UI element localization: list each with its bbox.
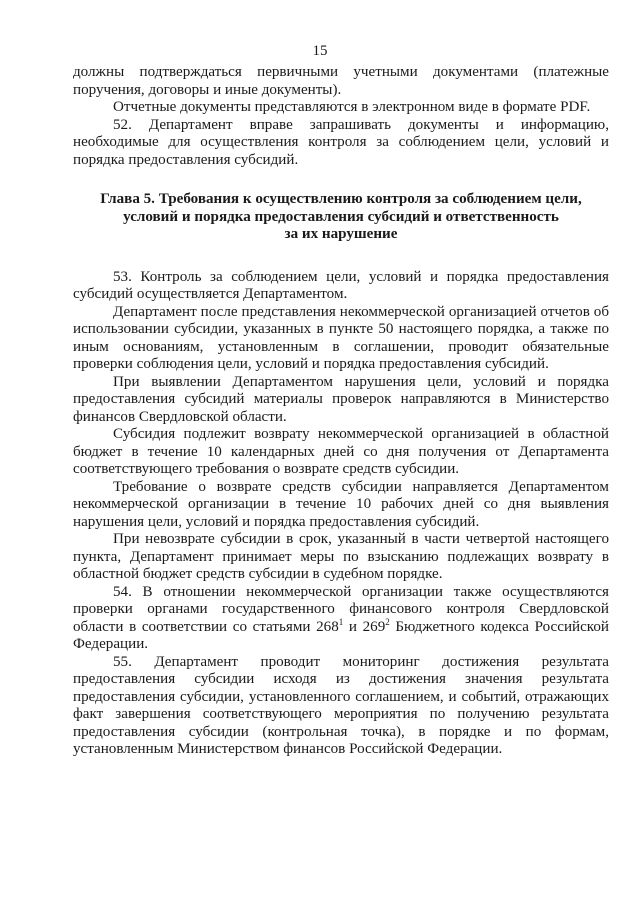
paragraph-inspection: Департамент после представления некоммерческой организацией отчетов об использовании субсидии, указанных в пункте 50 настоящего порядка, а также по иным основаниям, установленным в соглашении, проводит обязательные проверки соблюдения цели, условий и порядка предоставления субсидий. [73,303,609,372]
page-number: 15 [312,43,328,59]
paragraph-pdf-format: Отчетные документы представляются в электронном виде в формате PDF. [113,99,591,115]
document-body [73,64,609,759]
chapter-heading-line-2: условий и порядка предоставления субсидий и ответственность [123,208,559,225]
paragraph-non-return: При невозврате субсидии в срок, указанный в части четвертой настоящего пункта, Департамент принимает меры по взысканию подлежащих возврату в областной бюджет средств субсидии в судебном порядке. [73,531,609,582]
chapter-heading-line-1: Глава 5. Требования к осуществлению контроля за соблюдением цели, [100,191,582,207]
paragraph-refund-request: Требование о возврате средств субсидии направляется Департаментом некоммерческой организации в течение 10 рабочих дней со дня выявления нарушения цели, условий и порядка предоставления субсидий. [73,478,609,530]
paragraph-53: 53. Контроль за соблюдением цели, условий и порядка предоставления субсидий осуществляется Департаментом. [73,268,609,302]
paragraph-54-text-b: и 269 [343,618,386,635]
chapter-heading [73,191,609,244]
paragraph-54 [73,584,609,654]
paragraph-violation: При выявлении Департаментом нарушения цели, условий и порядка предоставления субсидий материалы проверок направляются в Министерство финансов Свердловской области. [73,373,609,425]
paragraph-54-sup-1: 1 [338,616,344,627]
paragraph-54-sup-2: 2 [385,616,390,627]
paragraph-54-text-c: Бюджетного кодекса Российской Федерации. [73,618,609,652]
paragraph-55: 55. Департамент проводит мониторинг достижения результата предоставления субсидии исходя из достижения значения результата предоставления субсидии, установленного соглашением, и событий, отражающих факт завершения соответствующего мероприятия по получению результата предоставления субсидии (контрольная точка), в порядке и по формам, установленным Министерством финансов Российской Федерации. [73,653,609,757]
paragraph-continuation: должны подтверждаться первичными учетными документами (платежные поручения, договоры и иные документы). [73,64,609,98]
paragraph-refund: Субсидия подлежит возврату некоммерческой организацией в областной бюджет в течение 10 календарных дней со дня получения от Департамента соответствующего требования о возврате средств субсидии. [73,426,609,477]
chapter-heading-line-3: за их нарушение [284,226,398,242]
paragraph-52: 52. Департамент вправе запрашивать документы и информацию, необходимые для осуществления контроля за соблюдением цели, условий и порядка предоставления субсидий. [73,116,609,168]
paragraph-54-text-a: 54. В отношении некоммерческой организации также осуществляются проверки органами государственного финансового контроля Свердловской области в соответствии со статьями 268 [73,583,609,635]
